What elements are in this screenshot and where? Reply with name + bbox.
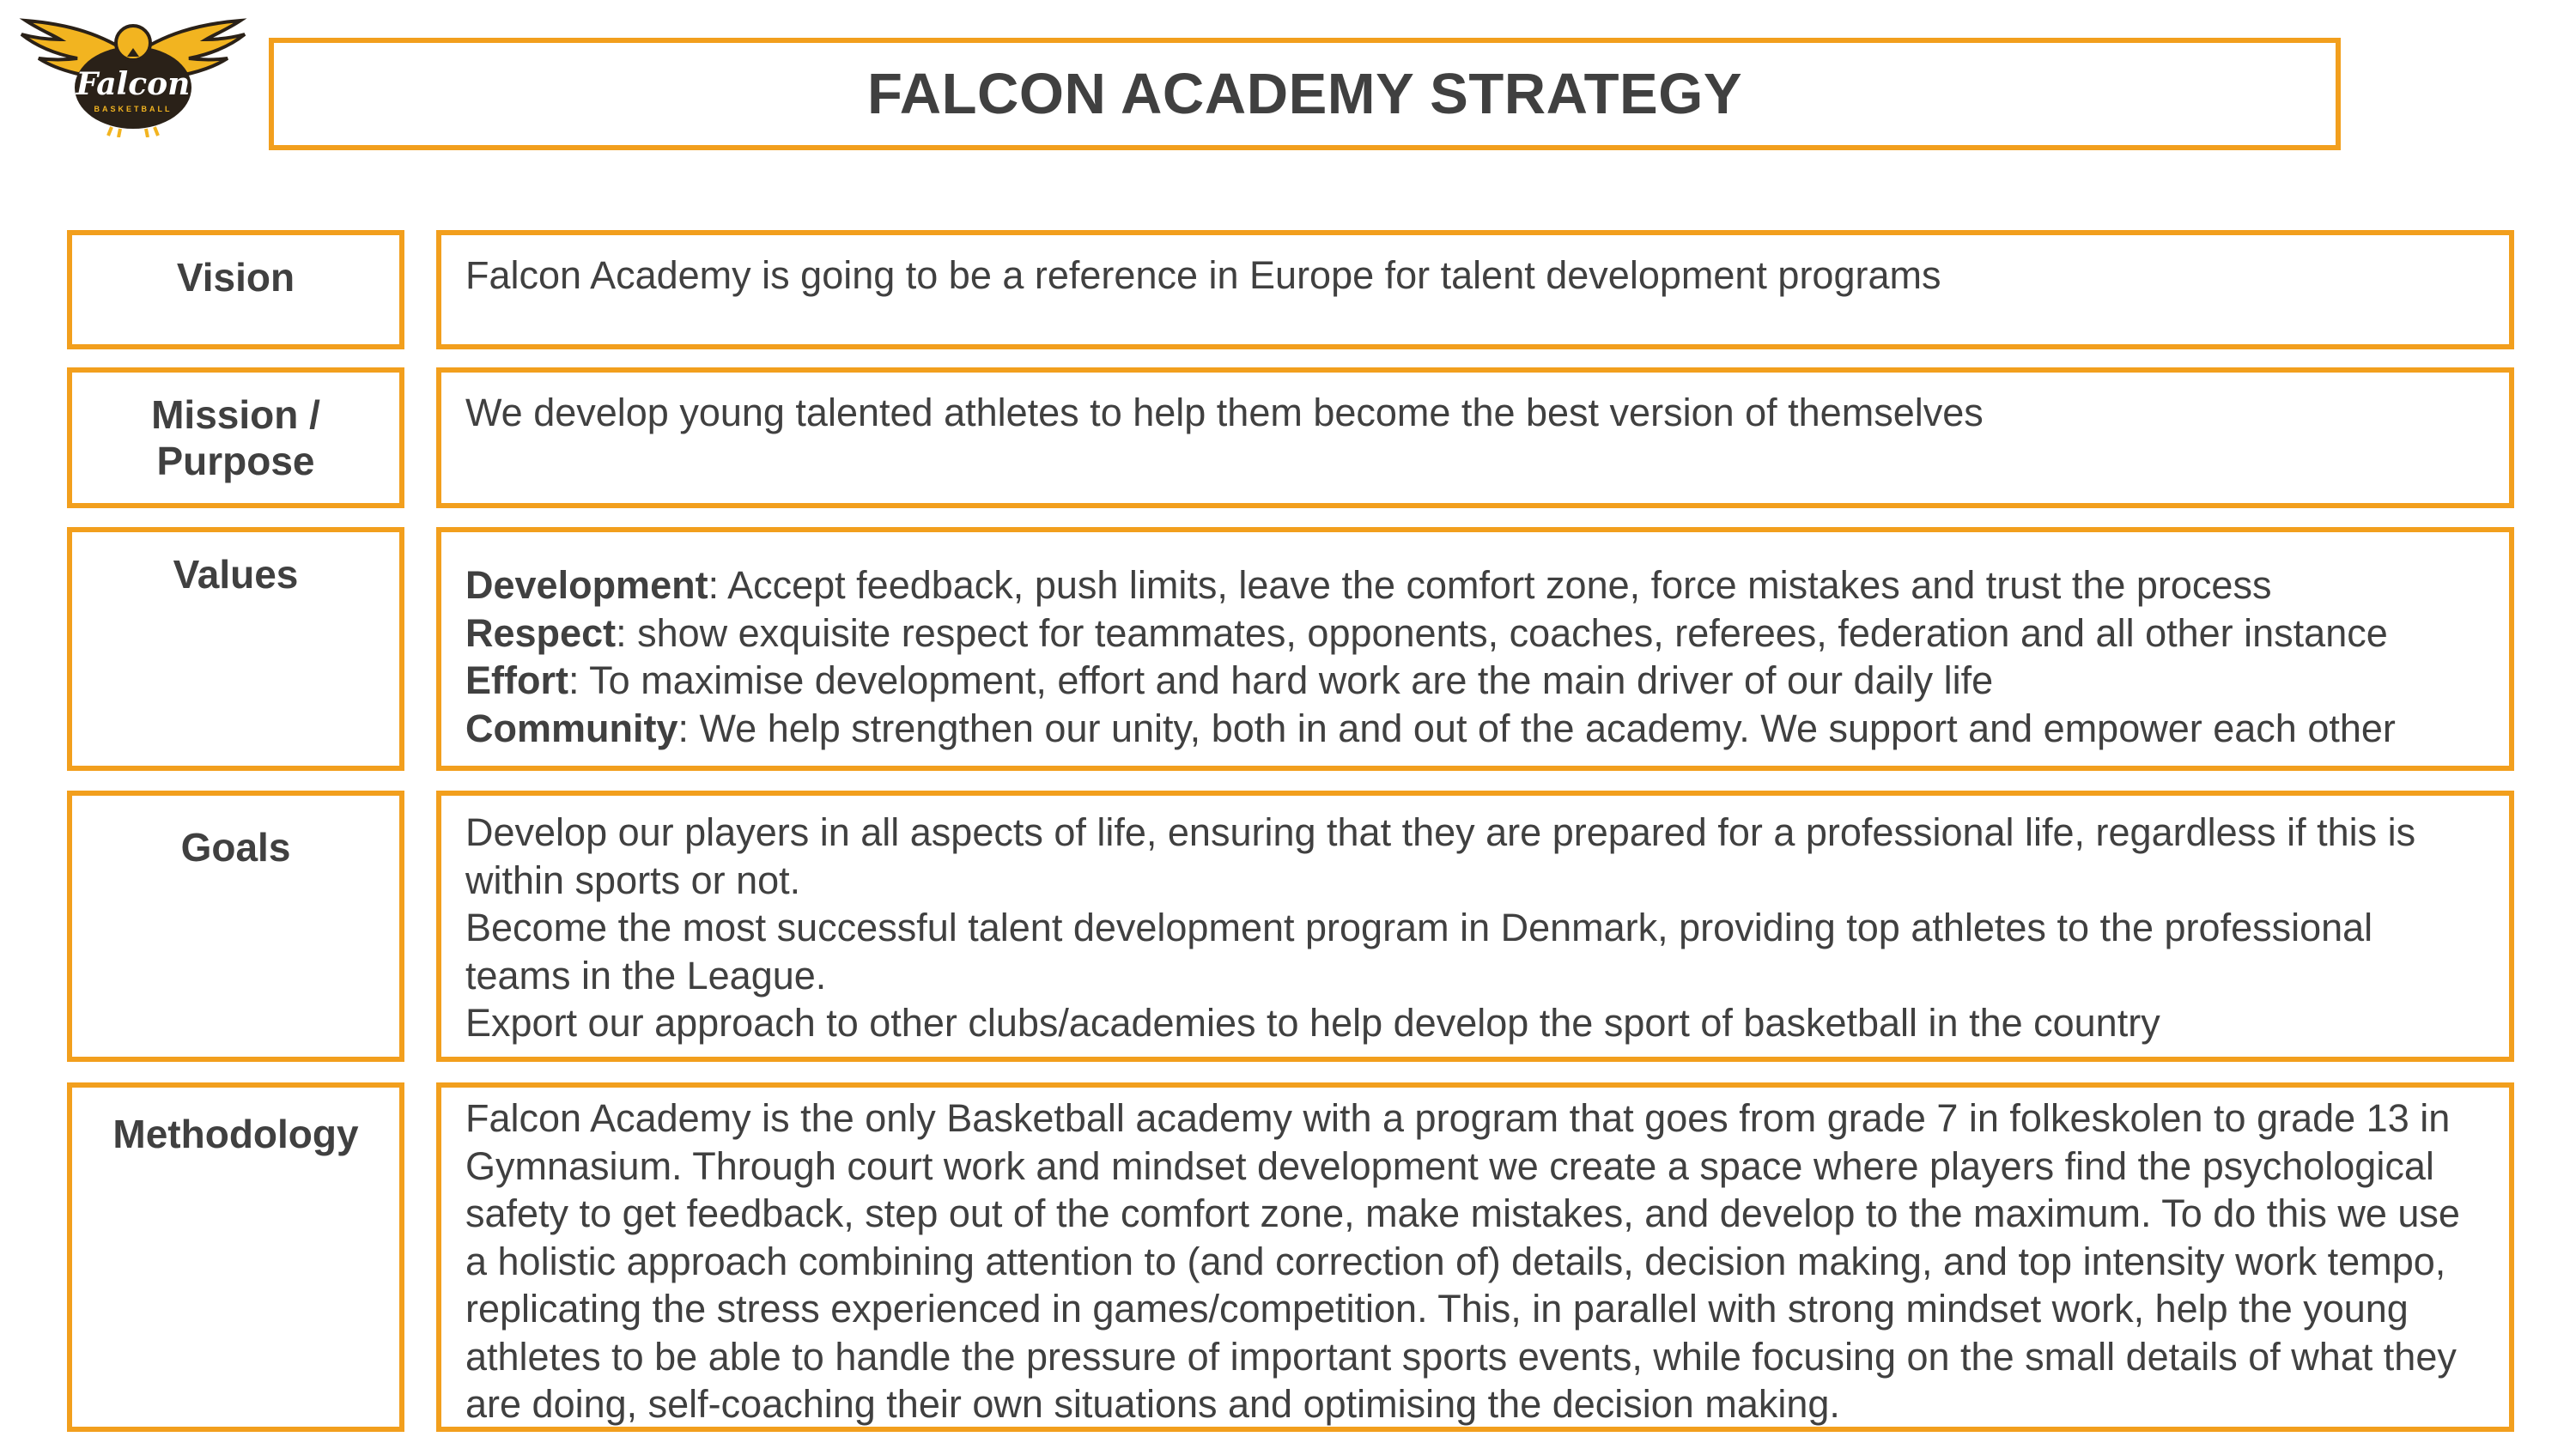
- vision-text: Falcon Academy is going to be a reference in Europe for talent development programs: [465, 253, 1941, 297]
- value-item-community: [465, 705, 2488, 753]
- values-label: Values: [173, 552, 299, 597]
- value-term: Effort: [465, 658, 568, 702]
- svg-text:BASKETBALL: BASKETBALL: [94, 105, 173, 113]
- vision-label-box: [67, 230, 404, 349]
- mission-label-box: [67, 367, 404, 508]
- vision-label: Vision: [176, 255, 295, 300]
- value-item-effort: [465, 657, 2488, 705]
- value-description: : Accept feedback, push limits, leave the comfort zone, force mistakes and trust the process: [708, 563, 2272, 607]
- value-description: : show exquisite respect for teammates, opponents, coaches, referees, federation and all other instance: [616, 610, 2388, 655]
- methodology-label-box: [67, 1082, 404, 1432]
- goal-item: Develop our players in all aspects of life, ensuring that they are prepared for a professional life, regardless if this is within sports or not.: [465, 810, 2416, 902]
- svg-text:Falcon: Falcon: [76, 66, 191, 102]
- falcon-logo: [9, 9, 258, 137]
- value-item-respect: [465, 609, 2488, 658]
- goal-item: Become the most successful talent development program in Denmark, providing top athletes to the professional teams in the League.: [465, 906, 2373, 997]
- goals-label: Goals: [180, 825, 291, 870]
- goals-label-box: [67, 791, 404, 1062]
- methodology-text: Falcon Academy is the only Basketball academy with a program that goes from grade 7 in folkeskolen to grade 13 in Gymnasium. Through court work and mindset development we create a space where players find the psychological safety to get feedback, step out of the comfort zone, make mistakes, and develop to the maximum. To do this we use a holistic approach combining attention to (and correction of) details, decision making, and top intensity work tempo, replicating the stress experienced in games/competition. This, in parallel with strong mindset work, help the young athletes to be able to handle the pressure of important sports events, while focusing on the small details of what they are doing, self-coaching their own situations and optimising the decision making.: [465, 1096, 2460, 1426]
- title-box: [269, 38, 2341, 150]
- value-description: : To maximise development, effort and hard work are the main driver of our daily life: [568, 658, 1994, 702]
- vision-content-box: [436, 230, 2514, 349]
- methodology-label: Methodology: [112, 1112, 359, 1156]
- methodology-content-box: [436, 1082, 2514, 1432]
- values-label-box: [67, 527, 404, 771]
- value-term: Respect: [465, 610, 617, 655]
- mission-text: We develop young talented athletes to help them become the best version of themselves: [465, 391, 1984, 434]
- value-term: Development: [465, 563, 708, 607]
- goals-content-box: [436, 791, 2514, 1062]
- value-description: : We help strengthen our unity, both in and out of the academy. We support and empower each other: [677, 706, 2396, 750]
- mission-content-box: [436, 367, 2514, 508]
- value-term: Community: [465, 706, 678, 750]
- mission-label: Mission / Purpose: [151, 392, 320, 483]
- goal-item: Export our approach to other clubs/academies to help develop the sport of basketball in the country: [465, 1001, 2160, 1045]
- value-item-development: [465, 561, 2488, 609]
- values-content-box: [436, 527, 2514, 771]
- page-title: FALCON ACADEMY STRATEGY: [866, 62, 1743, 126]
- falcon-eagle-icon: [9, 9, 258, 137]
